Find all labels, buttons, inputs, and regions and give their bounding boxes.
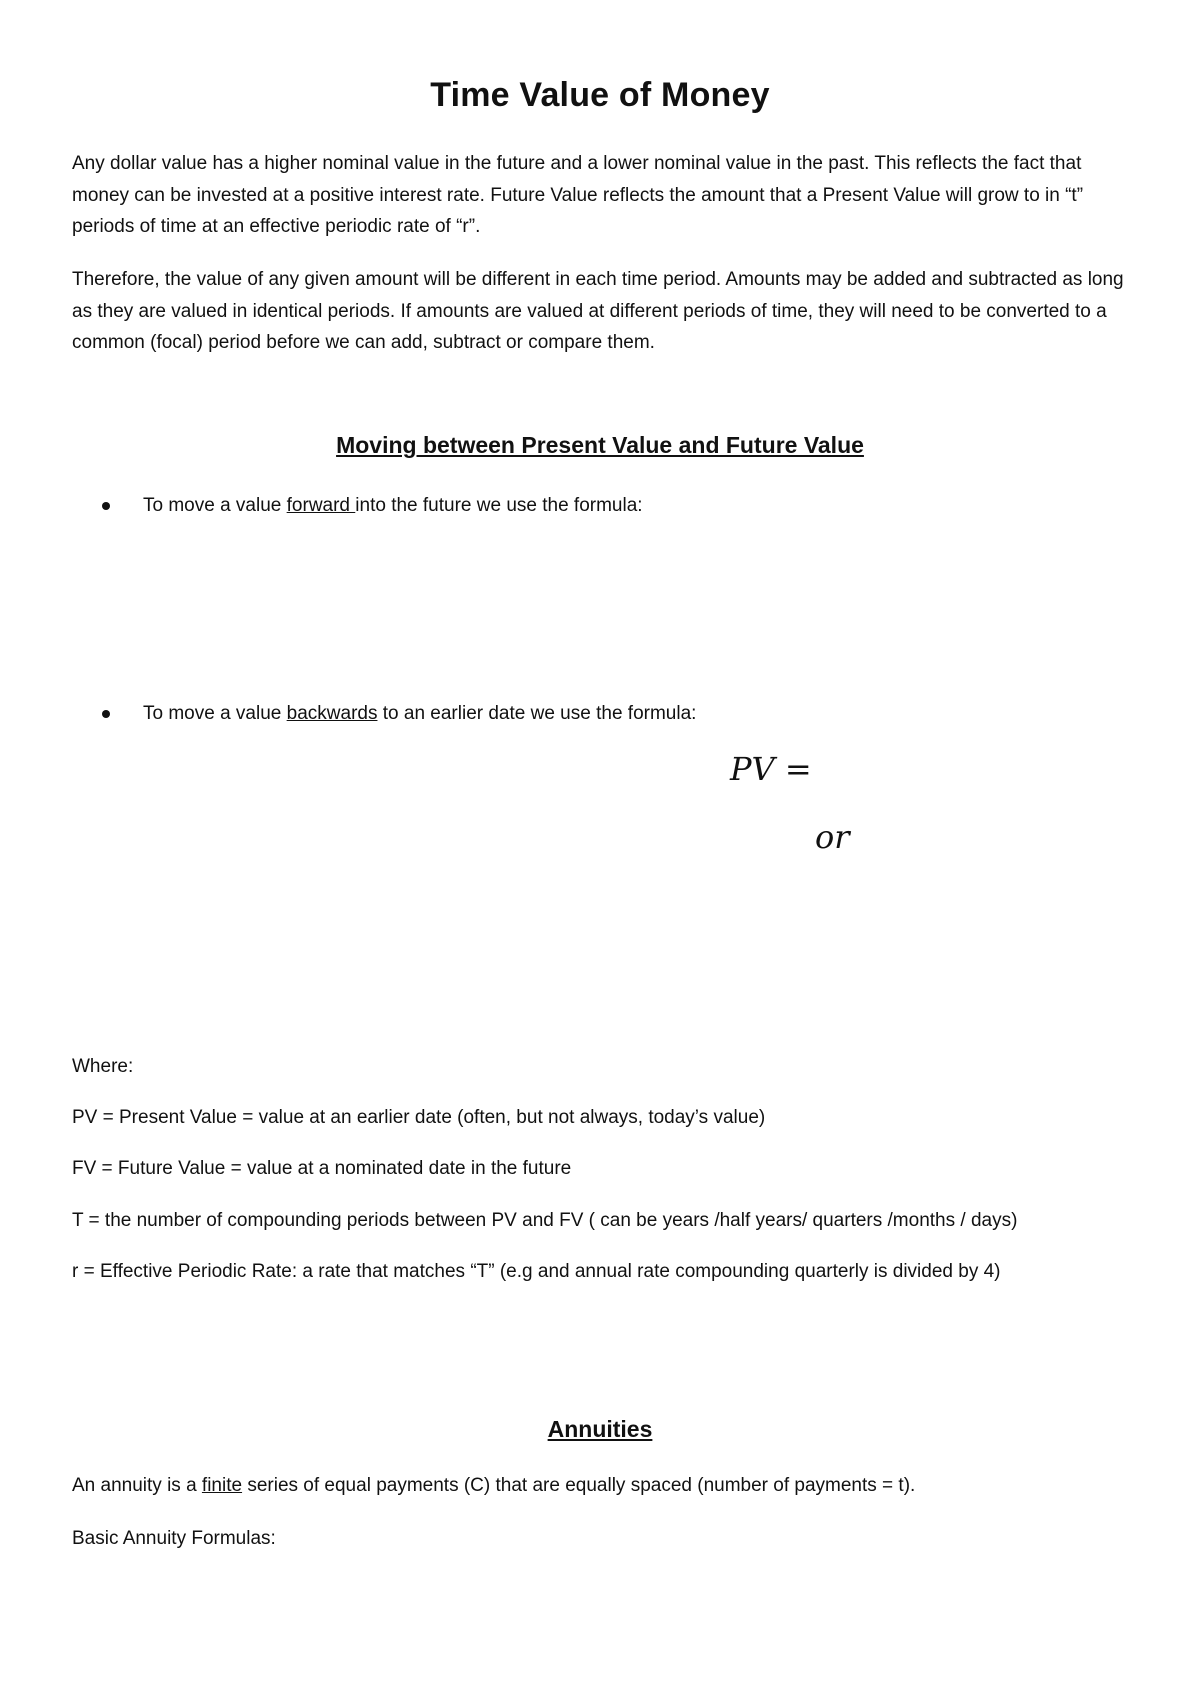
bullet-backwards-emphasis: backwards xyxy=(286,703,378,724)
formula-pv: PV = xyxy=(730,750,812,788)
definition-r: r = Effective Periodic Rate: a rate that matches “T” (e.g and annual rate compounding quarterly is divided by 4) xyxy=(72,1261,1001,1282)
annuity-definition xyxy=(72,1472,915,1500)
bullet-dot-icon xyxy=(102,502,110,510)
bullet-forward-post: into the future we use the formula: xyxy=(355,495,643,516)
where-label: Where: xyxy=(72,1056,134,1077)
bullet-backwards-pre: To move a value xyxy=(143,703,287,724)
annuity-definition-pre: An annuity is a xyxy=(72,1475,202,1496)
bullet-forward-pre: To move a value xyxy=(143,495,287,516)
annuity-definition-post: series of equal payments (C) that are equally spaced (number of payments = t). xyxy=(242,1475,916,1496)
definition-pv: PV = Present Value = value at an earlier date (often, but not always, today’s value) xyxy=(72,1107,766,1128)
basic-annuity-formulas-label: Basic Annuity Formulas: xyxy=(72,1528,276,1549)
bullet-forward-emphasis: forward xyxy=(286,495,356,516)
bullet-backwards-post: to an earlier date we use the formula: xyxy=(377,703,697,724)
intro-paragraph-1: Any dollar value has a higher nominal value in the future and a lower nominal value in the past. This reflects the fact that money can be invested at a positive interest rate. Future Value reflects the amount that a Present Value will grow to in “t” periods of time at an effective periodic rate of “r”. xyxy=(72,153,1084,237)
formula-or: or xyxy=(815,818,850,856)
bullet-forward-text xyxy=(143,492,643,520)
definition-fv: FV = Future Value = value at a nominated date in the future xyxy=(72,1158,572,1179)
bullet-dot-icon xyxy=(102,710,110,718)
section-heading-pv-fv: Moving between Present Value and Future Value xyxy=(336,432,864,458)
bullet-backwards-text xyxy=(143,700,696,728)
section-heading-annuities: Annuities xyxy=(547,1416,653,1442)
page-title: Time Value of Money xyxy=(430,76,770,114)
intro-paragraph-2: Therefore, the value of any given amount will be different in each time period. Amounts may be added and subtracted as long as they are valued in identical periods. If amounts are valued at different periods of time, they will need to be converted to a common (focal) period before we can add, subtract or compare them. xyxy=(72,269,1124,353)
annuity-definition-emphasis: finite xyxy=(201,1475,243,1496)
definition-t: T = the number of compounding periods between PV and FV ( can be years /half years/ quarters /months / days) xyxy=(72,1210,1018,1231)
